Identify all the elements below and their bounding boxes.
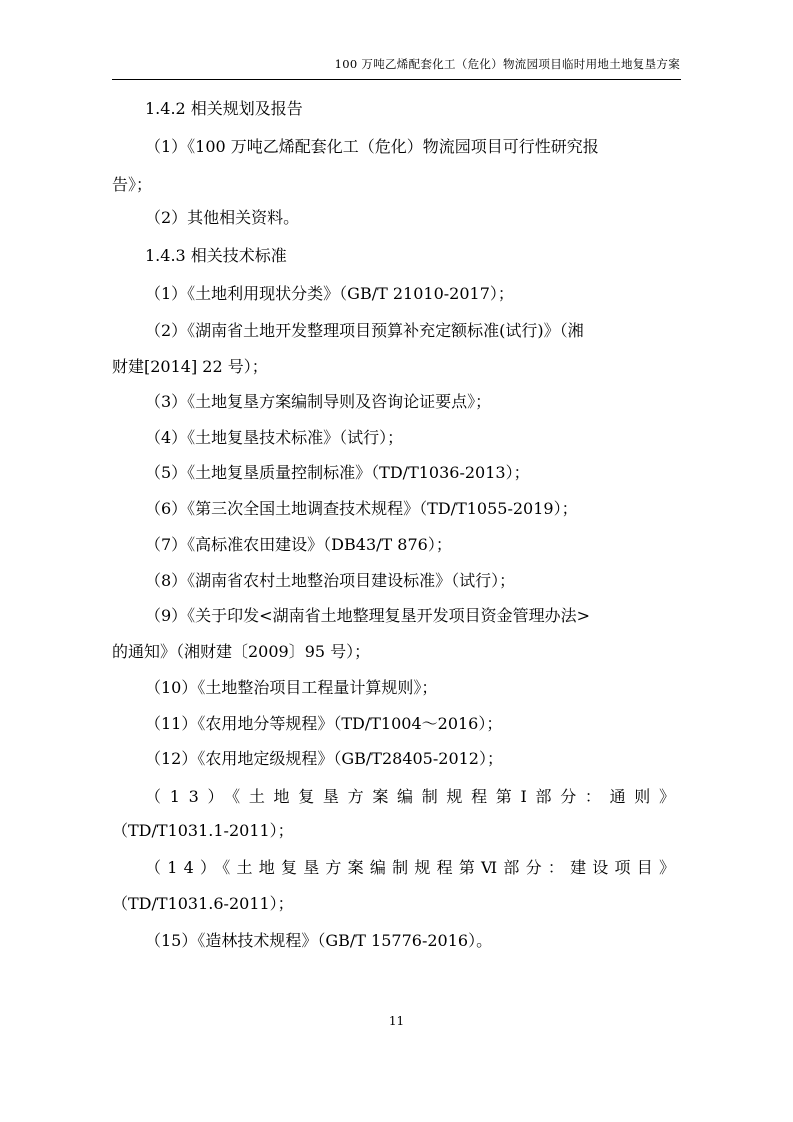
standard-item-5: （5）《土地复垦质量控制标准》（TD/T1036-2013）；: [145, 463, 530, 482]
standard-item-14-text: （14）《土地复垦方案编制规程第Ⅵ部分：建设项目》: [145, 858, 682, 877]
standard-item-15: （15）《造林技术规程》（GB/T 15776-2016）。: [145, 931, 493, 950]
standard-item-2-line2: 财建[2014] 22 号）；: [112, 357, 268, 376]
standard-item-3: （3）《土地复垦方案编制导则及咨询论证要点》；: [145, 392, 492, 411]
standard-item-2-line1: （2）《湖南省土地开发整理项目预算补充定额标准(试行)》（湘: [145, 321, 584, 340]
plan-item-1-line1: （1）《100 万吨乙烯配套化工（危化）物流园项目可行性研究报: [145, 137, 599, 156]
standard-item-12: （12）《农用地定级规程》（GB/T28405-2012）；: [145, 749, 503, 768]
section-heading-1-4-3: 1.4.3 相关技术标准: [145, 246, 287, 265]
plan-item-2: （2）其他相关资料。: [145, 208, 300, 227]
page-number: 11: [388, 1014, 405, 1028]
standard-item-8: （8）《湖南省农村土地整治项目建设标准》（试行）；: [145, 571, 516, 590]
standard-item-9-line1: （9）《关于印发<湖南省土地整理复垦开发项目资金管理办法>: [145, 606, 590, 625]
standard-item-6: （6）《第三次全国土地调查技术规程》（TD/T1055-2019）；: [145, 499, 578, 518]
standard-item-9-line2: 的通知》（湘财建〔2009〕95 号）；: [112, 642, 371, 661]
standard-item-13-text: （13）《土地复垦方案编制规程第Ⅰ部分：通则》: [145, 787, 684, 806]
header-divider: [112, 79, 681, 80]
standard-item-1: （1）《土地利用现状分类》（GB/T 21010-2017）；: [145, 284, 514, 303]
standard-item-13-line2: （TD/T1031.1-2011）；: [112, 821, 294, 840]
section-heading-1-4-2: 1.4.2 相关规划及报告: [145, 99, 303, 118]
standard-item-7: （7）《高标准农田建设》（DB43/T 876）；: [145, 535, 452, 554]
running-header: 100 万吨乙烯配套化工（危化）物流园项目临时用地土地复垦方案: [334, 57, 680, 71]
standard-item-11: （11）《农用地分等规程》（TD/T1004～2016）；: [145, 714, 503, 733]
standard-item-10: （10）《土地整治项目工程量计算规则》；: [145, 678, 438, 697]
standard-item-13-line1: [145, 786, 684, 808]
plan-item-1-line2: 告》；: [112, 175, 153, 194]
standard-item-14-line2: （TD/T1031.6-2011）；: [112, 894, 294, 913]
standard-item-14-line1: [145, 857, 682, 879]
standard-item-4: （4）《土地复垦技术标准》（试行）；: [145, 428, 404, 447]
